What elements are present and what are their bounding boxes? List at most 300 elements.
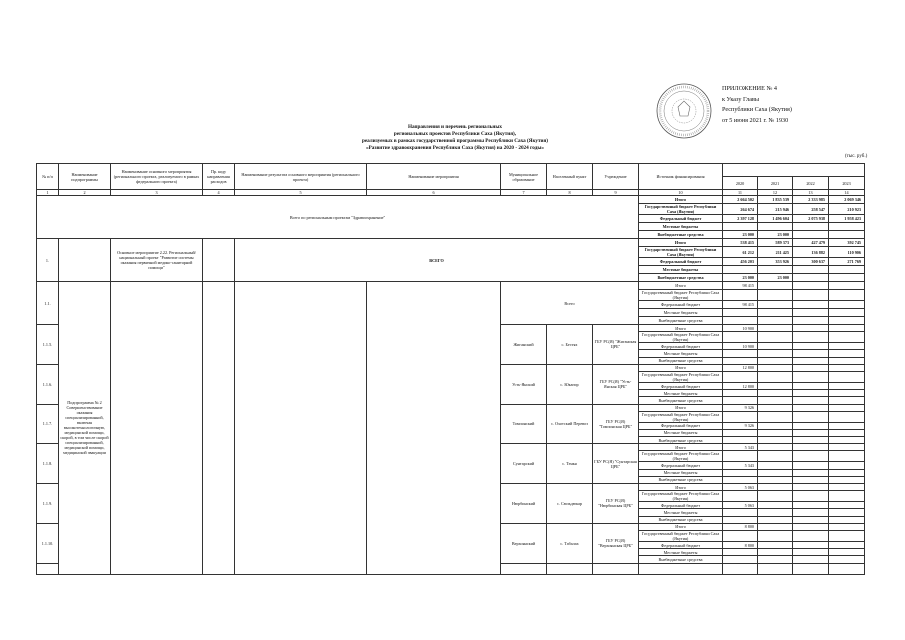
value-cell: 8 800 (723, 541, 758, 548)
table-cell (793, 563, 829, 574)
institution-cell: ГБУ РС(Я) "Сунтарская ЦРБ" (593, 444, 639, 484)
value-cell: 10 900 (723, 325, 758, 332)
value-cell (793, 343, 829, 350)
value-cell: 10 900 (723, 343, 758, 350)
value-cell (758, 516, 793, 523)
source-cell: Государственный бюджет Республики Саха (Якутия) (639, 530, 723, 541)
source-cell: Внебюджетные средства (639, 317, 723, 325)
institution-cell: ГБУ РС(Я) "Верхоянская ЦРБ" (593, 523, 639, 563)
annex-line: ПРИЛОЖЕНИЕ № 4 (722, 85, 778, 92)
value-cell (793, 556, 829, 563)
value-cell (758, 444, 793, 451)
source-cell: Государственный бюджет Республики Саха (Якутия) (639, 491, 723, 502)
settlement-cell: с. Юкагир (547, 364, 593, 404)
value-cell: 5 343 (723, 444, 758, 451)
value-cell: 264 674 (723, 204, 758, 215)
table-cell (367, 282, 501, 575)
value-cell (829, 223, 865, 231)
value-cell: 23 000 (758, 231, 793, 239)
header-source: Источник финансирования (639, 164, 723, 190)
value-cell (829, 371, 865, 382)
value-cell (793, 502, 829, 509)
value-cell (723, 451, 758, 462)
header-institution: Учреждение (593, 164, 639, 190)
value-cell (829, 290, 865, 301)
row-number: 1.1.10. (37, 523, 59, 563)
source-cell: Внебюджетные средства (639, 231, 723, 239)
value-cell: 538 415 (723, 239, 758, 247)
value-cell (829, 282, 865, 290)
row-number: 1.1.9. (37, 484, 59, 524)
value-cell (829, 301, 865, 309)
value-cell (829, 516, 865, 523)
source-cell: Федеральный бюджет (639, 301, 723, 309)
header-settlement: Населенный пункт (547, 164, 593, 190)
value-cell: 300 637 (793, 258, 829, 266)
value-cell (723, 317, 758, 325)
column-number: 7 (501, 190, 547, 196)
header-year: 2022 (793, 177, 829, 190)
value-cell: 2 069 346 (829, 196, 865, 204)
table-row (37, 282, 865, 290)
header-result: Наименование результата основного мероприятия (регионального проекта) (235, 164, 367, 190)
value-cell (793, 509, 829, 516)
value-cell (829, 556, 865, 563)
municipal-cell: Усть-Янский (501, 364, 547, 404)
institution-cell: ГБУ РС(Я) "Жиганская ЦРБ" (593, 325, 639, 365)
value-cell (829, 274, 865, 282)
value-cell (758, 223, 793, 231)
value-cell (829, 350, 865, 357)
source-cell: Итого (639, 282, 723, 290)
value-cell (829, 541, 865, 548)
source-cell: Итого (639, 444, 723, 451)
value-cell (758, 437, 793, 444)
value-cell (829, 444, 865, 451)
value-cell (758, 371, 793, 382)
value-cell (723, 390, 758, 397)
value-cell (829, 266, 865, 274)
value-cell: 9 326 (723, 422, 758, 429)
value-cell (723, 469, 758, 476)
source-cell: Местные бюджеты (639, 509, 723, 516)
value-cell (723, 350, 758, 357)
column-number: 5 (235, 190, 367, 196)
source-cell: Федеральный бюджет (639, 382, 723, 389)
value-cell (723, 357, 758, 364)
value-cell (793, 444, 829, 451)
value-cell: 23 000 (758, 274, 793, 282)
table-cell (723, 563, 758, 574)
value-cell (758, 350, 793, 357)
source-cell: Федеральный бюджет (639, 343, 723, 350)
source-cell: Федеральный бюджет (639, 502, 723, 509)
column-number: 11 (723, 190, 758, 196)
value-cell (758, 523, 793, 530)
value-cell: 353 926 (758, 258, 793, 266)
source-cell: Местные бюджеты (639, 309, 723, 317)
value-cell: 1 835 539 (758, 196, 793, 204)
document-title (265, 124, 645, 152)
value-cell (829, 451, 865, 462)
value-cell (793, 429, 829, 436)
value-cell: 5 063 (723, 502, 758, 509)
value-cell: 211 425 (758, 247, 793, 258)
value-cell (723, 266, 758, 274)
source-cell: Итого (639, 325, 723, 332)
value-cell (829, 491, 865, 502)
institution-cell: ГБУ РС(Я) "Нюрбинская ЦРБ" (593, 484, 639, 524)
source-cell: Итого (639, 239, 723, 247)
source-cell: Внебюджетные средства (639, 397, 723, 404)
source-cell: Итого (639, 196, 723, 204)
value-cell (793, 382, 829, 389)
value-cell (758, 462, 793, 469)
value-cell (829, 502, 865, 509)
value-cell (758, 290, 793, 301)
title-line: Направления и перечень региональных (408, 124, 502, 130)
value-cell (829, 476, 865, 483)
value-cell: 427 479 (793, 239, 829, 247)
value-cell (758, 451, 793, 462)
value-cell (723, 290, 758, 301)
municipal-cell: Жиганский (501, 325, 547, 365)
source-cell: Местные бюджеты (639, 350, 723, 357)
value-cell (793, 469, 829, 476)
value-cell: 1 958 423 (829, 215, 865, 223)
value-cell (758, 541, 793, 548)
value-cell (793, 437, 829, 444)
source-cell: Федеральный бюджет (639, 258, 723, 266)
value-cell (829, 437, 865, 444)
annex-line: Республики Саха (Якутия) (722, 106, 792, 113)
value-cell (793, 231, 829, 239)
municipal-cell: Нюрбинский (501, 484, 547, 524)
value-cell: 23 000 (723, 231, 758, 239)
municipal-cell: Верхоянский (501, 523, 547, 563)
value-cell (829, 343, 865, 350)
value-cell (758, 282, 793, 290)
source-cell: Государственный бюджет Республики Саха (Якутия) (639, 204, 723, 215)
column-number: 12 (758, 190, 793, 196)
value-cell (793, 223, 829, 231)
settlement-cell: с. Сюльдюкар (547, 484, 593, 524)
value-cell: 110 906 (829, 247, 865, 258)
value-cell (758, 309, 793, 317)
source-cell: Государственный бюджет Республики Саха (Якутия) (639, 411, 723, 422)
value-cell (758, 411, 793, 422)
value-cell (829, 462, 865, 469)
value-cell (829, 231, 865, 239)
header-year: 2020 (723, 177, 758, 190)
value-cell: 392 745 (829, 239, 865, 247)
table-cell (501, 563, 547, 574)
value-cell: 8 800 (723, 523, 758, 530)
column-number: 8 (547, 190, 593, 196)
value-cell (829, 530, 865, 541)
value-cell (758, 422, 793, 429)
header-code: Пр. коду направления расходов (203, 164, 235, 190)
table-cell (235, 282, 367, 575)
value-cell (723, 509, 758, 516)
value-cell (758, 266, 793, 274)
source-cell: Местные бюджеты (639, 429, 723, 436)
value-cell (723, 309, 758, 317)
value-cell (793, 266, 829, 274)
value-cell (793, 523, 829, 530)
row-number: 1. (37, 239, 59, 282)
value-cell (758, 509, 793, 516)
value-cell (758, 556, 793, 563)
title-line: реализуемых в рамках государственной программы Республики Саха (Якутия) (361, 138, 549, 144)
column-number: 9 (593, 190, 639, 196)
table-cell (203, 282, 235, 575)
event-name: Основное мероприятие 2.22. Региональный/национальный проект "Развитие системы оказания первичной медико-санитарной помощи" (111, 239, 203, 282)
municipal-cell: Томпонский (501, 404, 547, 444)
column-number: 6 (367, 190, 501, 196)
value-cell (793, 357, 829, 364)
value-cell: 258 547 (793, 204, 829, 215)
value-cell: 2 397 128 (723, 215, 758, 223)
table-cell (547, 563, 593, 574)
value-cell (793, 516, 829, 523)
value-cell (758, 502, 793, 509)
value-cell (793, 309, 829, 317)
column-number: 1 (37, 190, 59, 196)
table-cell (59, 239, 111, 282)
header-years-group (723, 164, 865, 177)
value-cell (758, 469, 793, 476)
table-cell (758, 563, 793, 574)
unit-label: (тыс. руб.) (845, 154, 868, 159)
value-cell (723, 332, 758, 343)
value-cell: 5 343 (723, 462, 758, 469)
value-cell (723, 397, 758, 404)
value-cell (829, 332, 865, 343)
municipal-cell: Сунтарский (501, 444, 547, 484)
value-cell (829, 309, 865, 317)
value-cell: 589 373 (758, 239, 793, 247)
value-cell: 2 333 985 (793, 196, 829, 204)
value-cell (829, 523, 865, 530)
value-cell (829, 390, 865, 397)
header-event: Наименование основного мероприятия (регионального проекта, реализуемого в рамках федерального проекта) (111, 164, 203, 190)
value-cell (723, 491, 758, 502)
annex-block (722, 84, 852, 126)
value-cell: 98 415 (723, 301, 758, 309)
settlement-cell: с. Бестях (547, 325, 593, 365)
value-cell (793, 530, 829, 541)
value-cell (758, 549, 793, 556)
value-cell (723, 476, 758, 483)
table-cell (639, 563, 723, 574)
column-number: 10 (639, 190, 723, 196)
table-row (37, 196, 865, 204)
header-subprogram: Наименование подпрограммы (59, 164, 111, 190)
value-cell (793, 476, 829, 483)
annex-line: от 5 июня 2021 г. № 1930 (722, 116, 789, 124)
value-cell (758, 325, 793, 332)
value-cell (793, 549, 829, 556)
table-cell (593, 563, 639, 574)
value-cell (793, 404, 829, 411)
value-cell: 23 000 (723, 274, 758, 282)
value-cell (793, 274, 829, 282)
value-cell (793, 301, 829, 309)
source-cell: Государственный бюджет Республики Саха (Якутия) (639, 371, 723, 382)
source-cell: Местные бюджеты (639, 390, 723, 397)
value-cell: 12 800 (723, 382, 758, 389)
header-municipal: Муниципальное образование (501, 164, 547, 190)
source-cell: Внебюджетные средства (639, 357, 723, 364)
value-cell (829, 382, 865, 389)
table-cell (111, 282, 203, 575)
seal-stamp (655, 82, 713, 140)
source-cell: Местные бюджеты (639, 469, 723, 476)
value-cell (829, 317, 865, 325)
value-cell (758, 491, 793, 502)
value-cell (793, 290, 829, 301)
value-cell (829, 422, 865, 429)
source-cell: Государственный бюджет Республики Саха (Якутия) (639, 332, 723, 343)
title-line: «Развитие здравоохранения Республики Саха (Якутия) на 2020 - 2024 годы» (366, 145, 544, 151)
header-measure: Наименование мероприятия (367, 164, 501, 190)
source-cell: Местные бюджеты (639, 223, 723, 231)
value-cell (723, 530, 758, 541)
column-number: 2 (59, 190, 111, 196)
value-cell (758, 357, 793, 364)
subprogram-name: Подпрограмма № 2 Совершенствование оказания специализированной, включая высокотехнологичную, медицинской помощи, скорой, в том числе скорой специализированной, медицинской помощи, медицинской эвакуации (59, 282, 111, 575)
source-cell: Местные бюджеты (639, 266, 723, 274)
value-cell (829, 429, 865, 436)
value-cell (829, 364, 865, 371)
value-cell: 210 923 (829, 204, 865, 215)
value-cell (829, 509, 865, 516)
value-cell: 136 882 (793, 247, 829, 258)
value-cell: 456 203 (723, 258, 758, 266)
header-year: 2021 (758, 177, 793, 190)
value-cell (723, 516, 758, 523)
source-cell: Итого (639, 484, 723, 491)
institution-cell: ГБУ РС(Я) "Томпонская ЦРБ" (593, 404, 639, 444)
value-cell (758, 397, 793, 404)
source-cell: Итого (639, 404, 723, 411)
value-cell (793, 282, 829, 290)
source-cell: Внебюджетные средства (639, 476, 723, 483)
source-cell: Федеральный бюджет (639, 422, 723, 429)
title-line: региональных проектов Республики Саха (Якутия), (393, 131, 517, 137)
block-label: Всего (501, 282, 639, 325)
source-cell: Местные бюджеты (639, 549, 723, 556)
value-cell (829, 404, 865, 411)
value-cell (829, 549, 865, 556)
row-number: 1.1. (37, 282, 59, 325)
column-number: 4 (203, 190, 235, 196)
table-row (37, 239, 865, 247)
value-cell (829, 325, 865, 332)
value-cell (723, 549, 758, 556)
row-number: 1.1.6. (37, 364, 59, 404)
table-cell (37, 563, 59, 574)
value-cell (829, 469, 865, 476)
value-cell (793, 462, 829, 469)
source-cell: Внебюджетные средства (639, 516, 723, 523)
source-cell: Государственный бюджет Республики Саха (Якутия) (639, 290, 723, 301)
source-cell: Государственный бюджет Республики Саха (Якутия) (639, 247, 723, 258)
column-number: 14 (829, 190, 865, 196)
value-cell (793, 371, 829, 382)
source-cell: Внебюджетные средства (639, 274, 723, 282)
value-cell: 98 415 (723, 282, 758, 290)
value-cell (723, 437, 758, 444)
value-cell (723, 223, 758, 231)
value-cell: 5 063 (723, 484, 758, 491)
value-cell (758, 317, 793, 325)
value-cell (793, 317, 829, 325)
source-cell: Итого (639, 364, 723, 371)
value-cell (793, 397, 829, 404)
annex-line: к Указу Главы (722, 95, 760, 103)
value-cell: 2 075 938 (793, 215, 829, 223)
value-cell (793, 484, 829, 491)
value-cell (723, 411, 758, 422)
value-cell (758, 530, 793, 541)
value-cell (793, 350, 829, 357)
column-number: 13 (793, 190, 829, 196)
settlement-cell: с. Тенкя (547, 444, 593, 484)
value-cell (758, 343, 793, 350)
row-number: 1.1.7. (37, 404, 59, 444)
value-cell (758, 429, 793, 436)
value-cell (829, 357, 865, 364)
value-cell (793, 411, 829, 422)
source-cell: Внебюджетные средства (639, 437, 723, 444)
value-cell: 61 212 (723, 247, 758, 258)
value-cell: 9 326 (723, 404, 758, 411)
row-number: 1.1.5. (37, 325, 59, 365)
value-cell: 12 800 (723, 364, 758, 371)
settlement-cell: с. Охотский Перевоз (547, 404, 593, 444)
value-cell (793, 390, 829, 397)
value-cell (758, 364, 793, 371)
value-cell (793, 364, 829, 371)
source-cell: Федеральный бюджет (639, 541, 723, 548)
value-cell (793, 325, 829, 332)
value-cell: 215 946 (758, 204, 793, 215)
value-cell: 271 769 (829, 258, 865, 266)
row-number: 1.1.8. (37, 444, 59, 484)
summary-label: Всего по региональным проектам "Здравоохранение" (37, 196, 639, 239)
value-cell: 2 664 502 (723, 196, 758, 204)
table-cell (203, 239, 235, 282)
source-cell: Федеральный бюджет (639, 462, 723, 469)
institution-cell: ГБУ РС(Я) "Усть-Янская ЦРБ" (593, 364, 639, 404)
source-cell: Государственный бюджет Республики Саха (Якутия) (639, 451, 723, 462)
value-cell (758, 390, 793, 397)
value-cell (758, 332, 793, 343)
value-cell: 1 496 604 (758, 215, 793, 223)
header-year: 2023 (829, 177, 865, 190)
value-cell (793, 422, 829, 429)
column-number: 3 (111, 190, 203, 196)
value-cell (758, 484, 793, 491)
source-cell: Итого (639, 523, 723, 530)
value-cell (723, 556, 758, 563)
source-cell: Федеральный бюджет (639, 215, 723, 223)
value-cell (793, 451, 829, 462)
value-cell (758, 382, 793, 389)
value-cell (829, 411, 865, 422)
